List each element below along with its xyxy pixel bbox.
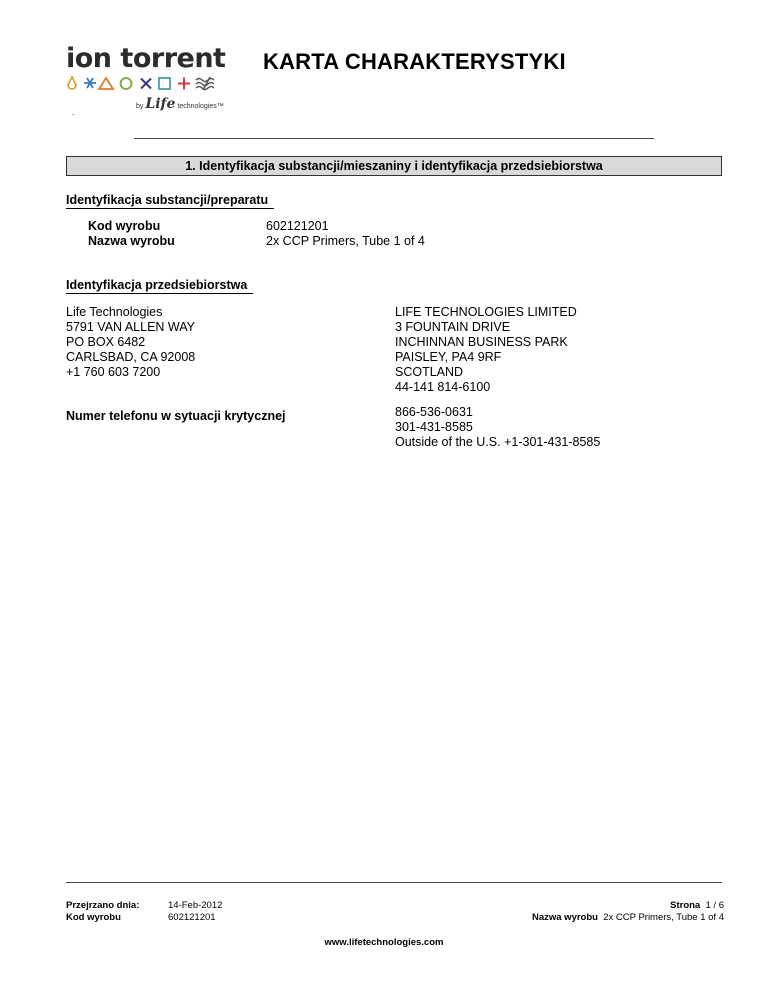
product-code-label: Kod wyrobu — [88, 219, 161, 233]
page-label: Strona — [670, 900, 701, 911]
footer-name-label: Nazwa wyrobu — [531, 912, 598, 923]
footer-name-value: 2x CCP Primers, Tube 1 of 4 — [603, 912, 724, 923]
address-line: 3 FOUNTAIN DRIVE — [395, 320, 511, 334]
uk-address — [395, 305, 577, 395]
footer-left-labels — [66, 900, 139, 924]
product-code-value: 602121201 — [266, 219, 329, 233]
emergency-phone-numbers — [395, 405, 600, 450]
address-line: 44-141 814-6100 — [395, 380, 491, 394]
product-name-label: Nazwa wyrobu — [88, 234, 175, 248]
address-line: +1 760 603 7200 — [66, 365, 161, 379]
address-line: Life Technologies — [66, 305, 163, 319]
address-line: PAISLEY, PA4 9RF — [395, 350, 502, 364]
section-1-heading: 1. Identyfikacja substancji/mieszaniny i identyfikacja przedsiebiorstwa — [66, 156, 722, 176]
footer-left-values — [168, 900, 222, 924]
logo-by-text: by — [136, 103, 144, 110]
product-id-subheading: Identyfikacja substancji/preparatu — [66, 193, 274, 209]
revised-date-value: 14-Feb-2012 — [168, 900, 223, 911]
header-divider — [134, 138, 654, 139]
address-line: 5791 VAN ALLEN WAY — [66, 320, 195, 334]
footer-code-value: 602121201 — [168, 912, 216, 923]
phone-number: Outside of the U.S. +1-301-431-8585 — [395, 435, 601, 449]
ion-torrent-logo — [66, 44, 236, 122]
footer-right — [532, 900, 724, 924]
revised-date-label: Przejrzano dnia: — [66, 900, 140, 911]
logo-symbols-icon — [66, 75, 226, 91]
us-address — [66, 305, 195, 380]
address-line: INCHINNAN BUSINESS PARK — [395, 335, 568, 349]
logo-dot: - — [72, 110, 75, 119]
logo-life-text: Life — [145, 96, 176, 112]
phone-number: 301-431-8585 — [395, 420, 473, 434]
footer-website-link[interactable]: www.lifetechnologies.com — [324, 937, 444, 948]
footer-divider — [66, 882, 722, 883]
address-line: SCOTLAND — [395, 365, 464, 379]
address-line: LIFE TECHNOLOGIES LIMITED — [395, 305, 577, 319]
product-name-value: 2x CCP Primers, Tube 1 of 4 — [266, 234, 425, 248]
emergency-phone-label: Numer telefonu w sytuacji krytycznej — [66, 409, 286, 423]
footer-code-label: Kod wyrobu — [66, 912, 121, 923]
logo-byline — [136, 96, 224, 112]
phone-number: 866-536-0631 — [395, 405, 473, 419]
logo-technologies-text: technologies — [177, 103, 217, 110]
address-line: PO BOX 6482 — [66, 335, 146, 349]
company-id-subheading: Identyfikacja przedsiebiorstwa — [66, 278, 253, 294]
logo-tm: ™ — [216, 103, 224, 110]
document-title: KARTA CHARAKTERYSTYKI — [263, 49, 566, 74]
logo-brand-text: ion torrent — [66, 43, 226, 74]
address-line: CARLSBAD, CA 92008 — [66, 350, 196, 364]
page-number: 1 / 6 — [705, 900, 724, 911]
